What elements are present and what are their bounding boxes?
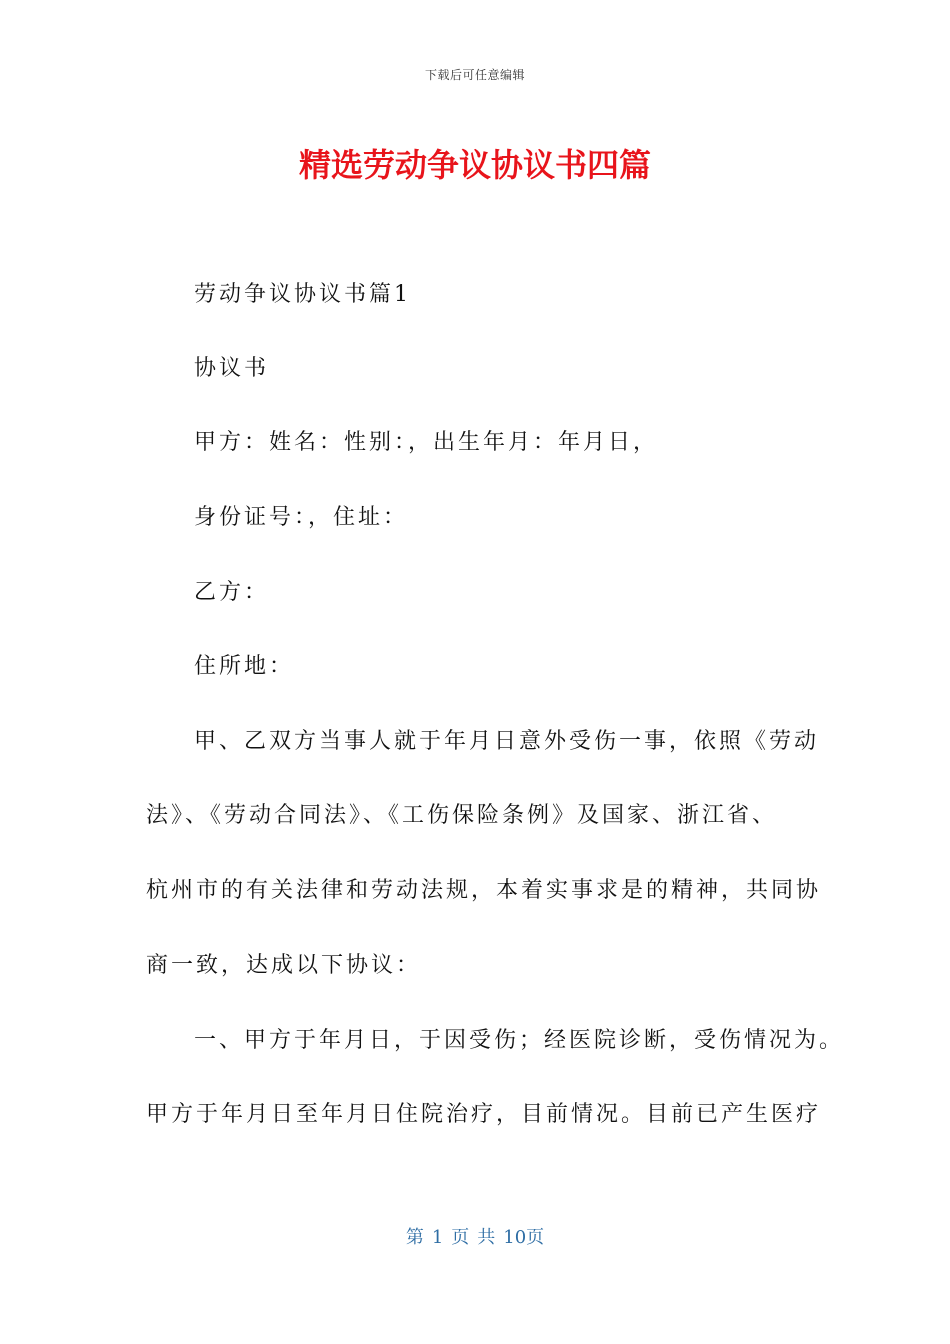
paragraph-line: 杭州市的有关法律和劳动法规，本着实事求是的精神，共同协 bbox=[146, 878, 822, 903]
footer-total-word: 共 bbox=[477, 1227, 496, 1248]
clause-one-line: 一、甲方于年月日，于因受伤；经医院诊断，受伤情况为。 bbox=[194, 1028, 845, 1053]
paragraph-line: 法》、《劳动合同法》、《工伤保险条例》及国家、浙江省、 bbox=[146, 803, 778, 828]
party-a-line: 甲方：姓名：性别：，出生年月：年月日， bbox=[194, 430, 659, 455]
id-address-line: 身份证号：，住址： bbox=[194, 505, 409, 530]
clause-one-line: 甲方于年月日至年月日住院治疗，目前情况。目前已产生医疗 bbox=[146, 1102, 822, 1127]
paragraph-line: 商一致，达成以下协议： bbox=[146, 953, 422, 978]
footer-prefix: 第 bbox=[405, 1227, 424, 1248]
paragraph-line: 甲、乙双方当事人就于年月日意外受伤一事，依照《劳动 bbox=[194, 729, 820, 754]
footer-current-page: 1 bbox=[431, 1227, 444, 1248]
party-b-line: 乙方： bbox=[194, 580, 270, 605]
page-header-note: 下载后可任意编辑 bbox=[424, 68, 525, 82]
page-footer bbox=[0, 1224, 950, 1252]
footer-page-word: 页 bbox=[451, 1227, 470, 1248]
residence-line: 住所地： bbox=[194, 654, 295, 679]
agreement-label: 协议书 bbox=[194, 356, 270, 381]
document-title: 精选劳动争议协议书四篇 bbox=[298, 146, 651, 184]
section-heading: 劳动争议协议书篇1 bbox=[194, 282, 411, 307]
footer-total-pages: 10页 bbox=[503, 1227, 545, 1248]
